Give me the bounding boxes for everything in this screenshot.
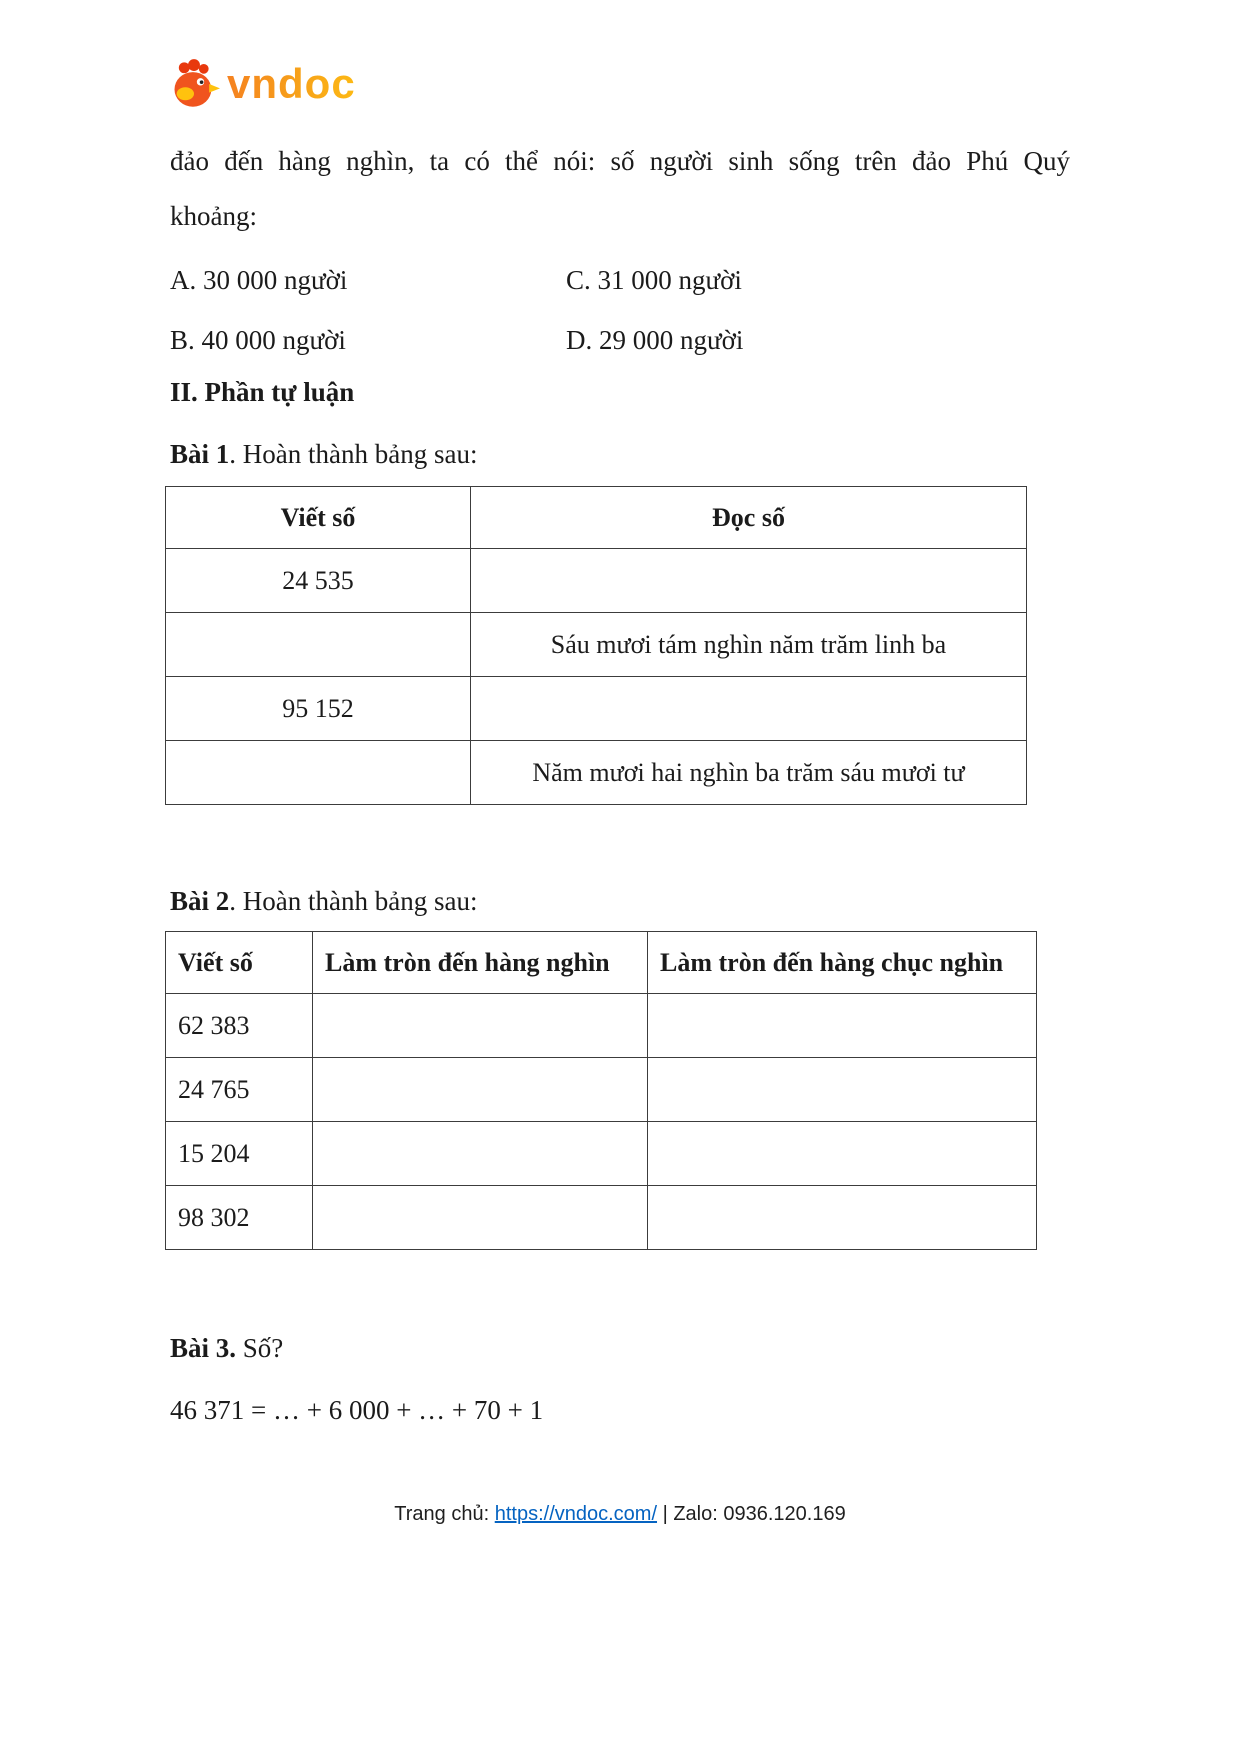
table-cell	[471, 549, 1027, 613]
table-cell	[166, 741, 471, 805]
table-cell: 24 535	[166, 549, 471, 613]
intro-paragraph	[170, 134, 1070, 244]
section-title: II. Phần tự luận	[170, 377, 355, 407]
bai2-header-viet-so: Viết số	[166, 932, 313, 994]
choice-b: B. 40 000 người	[170, 325, 346, 355]
table-cell	[648, 994, 1037, 1058]
table-cell: 15 204	[166, 1122, 313, 1186]
bai1-label: Bài 1	[170, 439, 230, 469]
bai2-label: Bài 2	[170, 886, 230, 916]
vndoc-rooster-icon	[168, 58, 220, 110]
table-row	[166, 677, 1027, 741]
table-row	[166, 1058, 1037, 1122]
table-row	[166, 549, 1027, 613]
table-row	[166, 994, 1037, 1058]
table-cell	[313, 1058, 648, 1122]
page-footer	[0, 1503, 1240, 1526]
table-cell: 95 152	[166, 677, 471, 741]
table-cell	[313, 1122, 648, 1186]
vndoc-logo-text: vndoc	[227, 60, 356, 107]
bai3-equation: 46 371 = … + 6 000 + … + 70 + 1	[170, 1395, 544, 1425]
table-row	[166, 1122, 1037, 1186]
intro-line-2: khoảng:	[170, 201, 257, 231]
footer-suffix: | Zalo: 0936.120.169	[657, 1503, 846, 1525]
footer-home-link[interactable]: https://vndoc.com/	[494, 1503, 658, 1525]
intro-line-1: đảo đến hàng nghìn, ta có thể nói: số người sinh sống trên đảo Phú Quý	[170, 146, 1070, 176]
bai2-table	[165, 931, 1037, 1250]
choice-c: C. 31 000 người	[566, 265, 742, 295]
choice-a: A. 30 000 người	[170, 265, 348, 295]
bai2-title-rest: . Hoàn thành bảng sau:	[229, 886, 478, 916]
choice-options	[170, 250, 1240, 370]
bai2-header-hang-nghin: Làm tròn đến hàng nghìn	[313, 932, 648, 994]
choice-d: D. 29 000 người	[566, 325, 744, 355]
table-cell	[648, 1186, 1037, 1250]
table-header-row	[166, 487, 1027, 549]
table-cell: Sáu mươi tám nghìn năm trăm linh ba	[471, 613, 1027, 677]
table-cell	[471, 677, 1027, 741]
bai1-table	[165, 486, 1027, 805]
table-cell: 98 302	[166, 1186, 313, 1250]
bai3-title-rest: Số?	[236, 1333, 284, 1363]
table-row	[166, 741, 1027, 805]
bai2-title	[170, 881, 1240, 921]
table-cell: 62 383	[166, 994, 313, 1058]
table-cell	[313, 994, 648, 1058]
table-cell	[648, 1058, 1037, 1122]
bai1-title	[170, 434, 1240, 474]
table-header-row	[166, 932, 1037, 994]
table-cell: 24 765	[166, 1058, 313, 1122]
table-row	[166, 613, 1027, 677]
bai1-title-rest: . Hoàn thành bảng sau:	[229, 439, 478, 469]
footer-prefix: Trang chủ:	[394, 1503, 495, 1525]
table-cell	[648, 1122, 1037, 1186]
table-cell	[313, 1186, 648, 1250]
table-cell	[166, 613, 471, 677]
bai3-title	[170, 1328, 1240, 1368]
table-row	[166, 1186, 1037, 1250]
bai2-header-hang-chuc-nghin: Làm tròn đến hàng chục nghìn	[648, 932, 1037, 994]
vndoc-logo	[168, 0, 1240, 112]
bai1-header-viet-so: Viết số	[166, 487, 471, 549]
table-cell: Năm mươi hai nghìn ba trăm sáu mươi tư	[471, 741, 1027, 805]
bai1-header-doc-so: Đọc số	[471, 487, 1027, 549]
bai3-label: Bài 3.	[170, 1333, 237, 1363]
